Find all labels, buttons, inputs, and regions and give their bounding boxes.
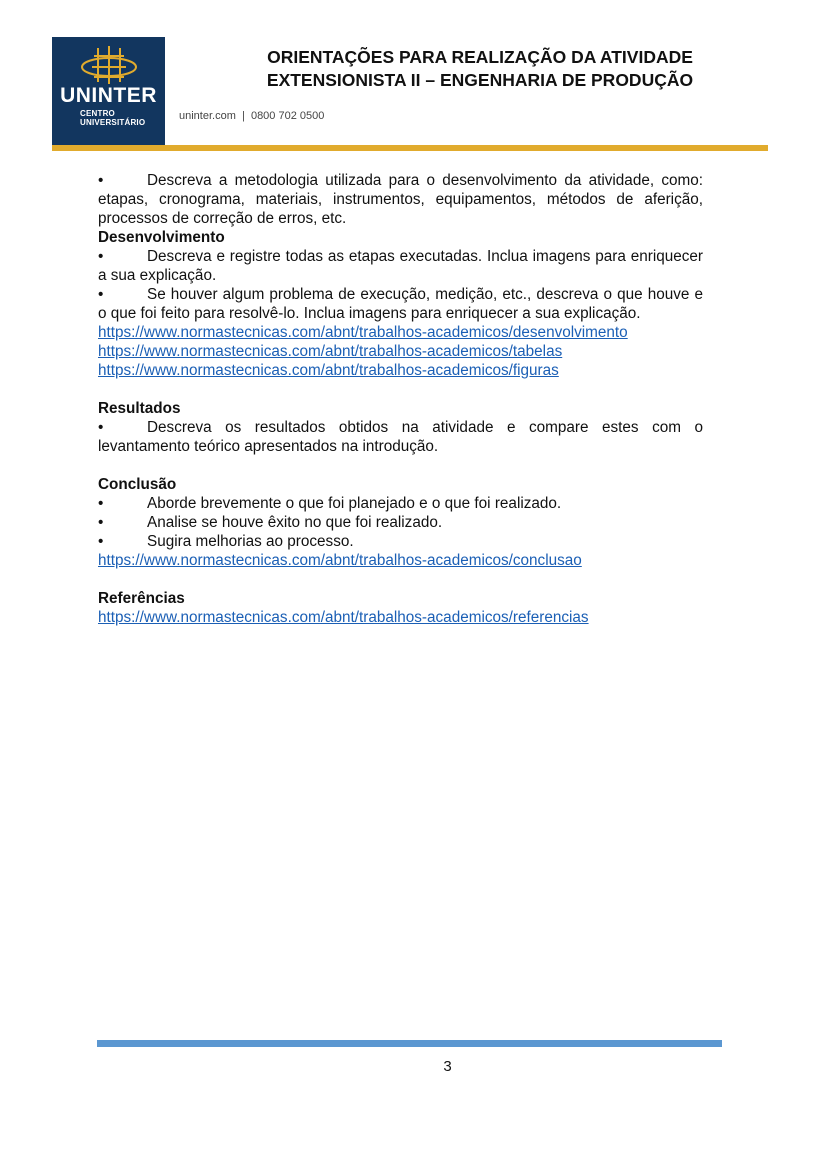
- heading-resultados: Resultados: [98, 400, 181, 417]
- link-figuras[interactable]: https://www.normastecnicas.com/abnt/trabalhos-academicos/figuras: [98, 362, 559, 379]
- conclusao-bullet-3-text: Sugira melhorias ao processo.: [147, 533, 354, 550]
- conclusao-bullet-1-text: Aborde brevemente o que foi planejado e o que foi realizado.: [147, 495, 562, 512]
- desenvolvimento-bullet-1: [98, 247, 703, 285]
- uninter-logo: [52, 37, 165, 147]
- logo-subtitle-line2: UNIVERSITÁRIO: [80, 118, 146, 127]
- heading-referencias: Referências: [98, 590, 185, 607]
- bullet-glyph: •: [98, 514, 104, 531]
- resultados-bullet-1: [98, 418, 703, 456]
- logo-name: UNINTER: [60, 84, 157, 107]
- bullet-glyph: •: [98, 248, 104, 265]
- heading-desenvolvimento: Desenvolvimento: [98, 229, 225, 246]
- conclusao-bullet-2-text: Analise se houve êxito no que foi realizado.: [147, 514, 443, 531]
- link-referencias[interactable]: https://www.normastecnicas.com/abnt/trabalhos-academicos/referencias: [98, 609, 589, 626]
- bullet-glyph: •: [98, 286, 104, 303]
- intro-bullet-text: Descreva a metodologia utilizada para o desenvolvimento da atividade, como: etapas, cronograma, materiais, instrumentos, equipamentos, métodos de aferição, processos de correção de erros, etc.: [98, 172, 703, 227]
- spacer: [98, 380, 703, 399]
- footer-divider: [97, 1040, 722, 1047]
- conclusao-bullet-1: [98, 494, 703, 513]
- logo-subtitle: [80, 109, 145, 127]
- link-desenvolvimento[interactable]: https://www.normastecnicas.com/abnt/trabalhos-academicos/desenvolvimento: [98, 324, 628, 341]
- document-body: [98, 171, 703, 627]
- contact-line: uninter.com | 0800 702 0500: [179, 110, 325, 122]
- bullet-glyph: •: [98, 495, 104, 512]
- title-line-2: EXTENSIONISTA II – ENGENHARIA DE PRODUÇÃO: [266, 70, 694, 90]
- page-number: 3: [443, 1058, 452, 1075]
- globe-icon: [80, 46, 138, 86]
- link-conclusao[interactable]: https://www.normastecnicas.com/abnt/trabalhos-academicos/conclusao: [98, 552, 582, 569]
- desenvolvimento-bullet-1-text: Descreva e registre todas as etapas executadas. Inclua imagens para enriquecer a sua explicação.: [98, 248, 703, 284]
- spacer: [98, 570, 703, 589]
- heading-conclusao: Conclusão: [98, 476, 177, 493]
- bullet-glyph: •: [98, 533, 104, 550]
- header-divider: [52, 145, 768, 151]
- bullet-glyph: •: [98, 172, 104, 189]
- document-title: [230, 46, 730, 92]
- resultados-bullet-1-text: Descreva os resultados obtidos na atividade e compare estes com o levantamento teórico apresentados na introdução.: [98, 419, 703, 455]
- desenvolvimento-bullet-2-text: Se houver algum problema de execução, medição, etc., descreva o que houve e o que foi feito para resolvê-lo. Inclua imagens para enriquecer a sua explicação.: [98, 286, 703, 322]
- title-line-1: ORIENTAÇÕES PARA REALIZAÇÃO DA ATIVIDADE: [267, 47, 693, 67]
- spacer: [98, 456, 703, 475]
- conclusao-bullet-3: [98, 532, 703, 551]
- intro-bullet-item: [98, 171, 703, 228]
- bullet-glyph: •: [98, 419, 104, 436]
- conclusao-bullet-2: [98, 513, 703, 532]
- logo-subtitle-line1: CENTRO: [80, 109, 115, 118]
- desenvolvimento-bullet-2: [98, 285, 703, 323]
- link-tabelas[interactable]: https://www.normastecnicas.com/abnt/trabalhos-academicos/tabelas: [98, 343, 563, 360]
